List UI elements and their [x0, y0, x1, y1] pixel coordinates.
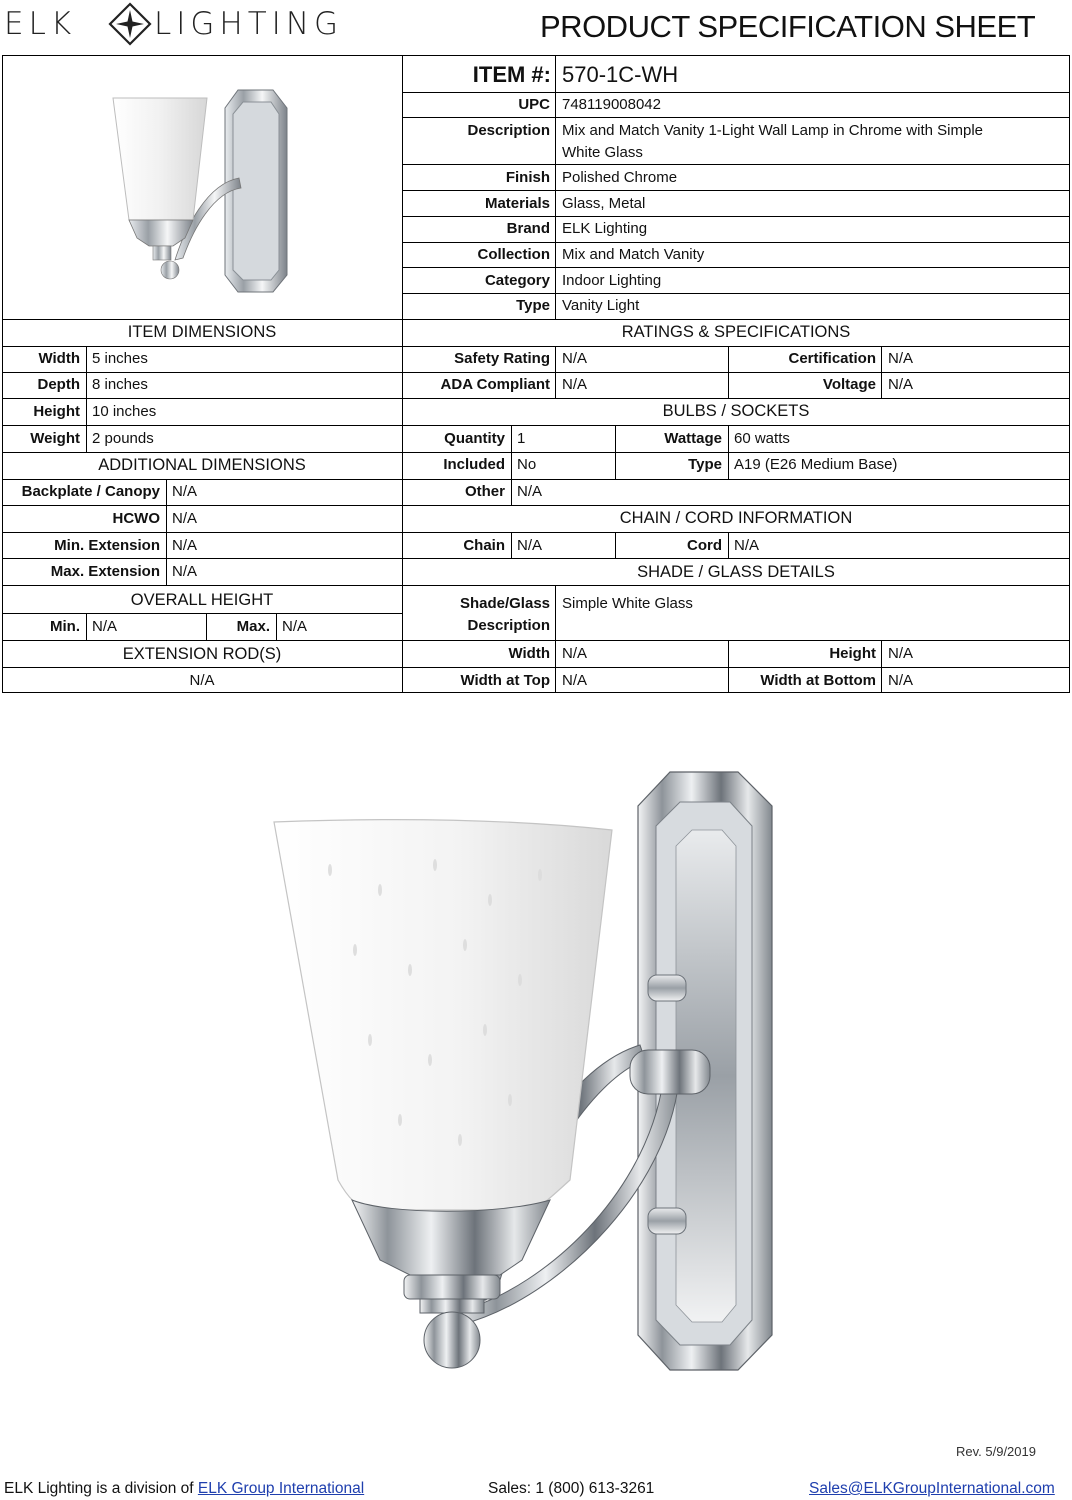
voltage-value: N/A — [888, 376, 914, 393]
additional-dimensions-title: ADDITIONAL DIMENSIONS — [98, 456, 306, 474]
brand-logo — [4, 6, 404, 42]
chain-value: N/A — [517, 537, 543, 554]
product-image-large — [260, 760, 800, 1400]
upc-value: 748119008042 — [562, 96, 661, 113]
brand-value: ELK Lighting — [562, 220, 648, 237]
shade-height-value: N/A — [888, 645, 914, 662]
hcwo-value: N/A — [172, 510, 198, 527]
other-label: Other — [464, 483, 505, 500]
depth-value: 8 inches — [92, 376, 148, 393]
height-label: Height — [33, 403, 80, 420]
shade-desc-value: Simple White Glass — [562, 595, 693, 612]
backplate-label: Backplate / Canopy — [21, 483, 160, 500]
description-value-line2: White Glass — [562, 144, 643, 161]
chain-cord-title: CHAIN / CORD INFORMATION — [619, 509, 853, 527]
brand-logo-left: ELK — [4, 6, 77, 42]
backplate-value: N/A — [172, 483, 198, 500]
bulb-type-value: A19 (E26 Medium Base) — [734, 456, 898, 473]
star-diamond-icon — [108, 2, 152, 46]
ratings-title: RATINGS & SPECIFICATIONS — [621, 323, 851, 341]
cord-value: N/A — [734, 537, 760, 554]
wattage-label: Wattage — [664, 430, 722, 447]
materials-label: Materials — [484, 195, 550, 212]
ada-compliant-value: N/A — [562, 376, 588, 393]
quantity-value: 1 — [517, 430, 526, 447]
type-label: Type — [516, 297, 550, 314]
sales-phone: Sales: 1 (800) 613-3261 — [488, 1480, 655, 1497]
shade-desc-label-line1: Shade/Glass — [459, 595, 550, 612]
item-number-label: ITEM #: — [472, 62, 551, 87]
min-extension-label: Min. Extension — [54, 537, 160, 554]
brand-logo-right: LIGHTING — [154, 6, 344, 42]
extension-rods-value: N/A — [189, 672, 215, 689]
included-value: No — [517, 456, 537, 473]
weight-label: Weight — [30, 430, 80, 447]
overall-min-label: Min. — [50, 618, 80, 635]
shade-height-label: Height — [829, 645, 876, 662]
product-thumbnail — [105, 80, 305, 300]
description-value-line1: Mix and Match Vanity 1-Light Wall Lamp in Chrome with Simple — [562, 122, 983, 139]
item-number-value: 570-1C-WH — [562, 62, 679, 87]
ada-compliant-label: ADA Compliant — [440, 376, 550, 393]
bulb-type-label: Type — [688, 456, 722, 473]
cord-label: Cord — [687, 537, 722, 554]
division-prefix: ELK Lighting is a division of — [4, 1480, 198, 1497]
type-value: Vanity Light — [562, 297, 640, 314]
finish-value: Polished Chrome — [562, 169, 678, 186]
collection-value: Mix and Match Vanity — [562, 246, 705, 263]
width-at-bottom-value: N/A — [888, 672, 914, 689]
quantity-label: Quantity — [444, 430, 505, 447]
overall-min-value: N/A — [92, 618, 118, 635]
collection-label: Collection — [477, 246, 550, 263]
certification-label: Certification — [788, 350, 876, 367]
certification-value: N/A — [888, 350, 914, 367]
safety-rating-value: N/A — [562, 350, 588, 367]
bulbs-title: BULBS / SOCKETS — [662, 402, 810, 420]
shade-glass-title: SHADE / GLASS DETAILS — [637, 563, 835, 581]
shade-width-label: Width — [508, 645, 550, 662]
sheet-title: PRODUCT SPECIFICATION SHEET — [540, 9, 1036, 44]
category-label: Category — [484, 272, 550, 289]
other-value: N/A — [517, 483, 543, 500]
included-label: Included — [443, 456, 505, 473]
overall-height-title: OVERALL HEIGHT — [130, 591, 274, 609]
min-extension-value: N/A — [172, 537, 198, 554]
upc-label: UPC — [518, 96, 550, 113]
sales-email-link[interactable]: Sales@ELKGroupInternational.com — [809, 1480, 1055, 1497]
brand-label: Brand — [506, 220, 550, 237]
shade-width-value: N/A — [562, 645, 588, 662]
overall-max-label: Max. — [236, 618, 270, 635]
height-value: 10 inches — [92, 403, 157, 420]
voltage-label: Voltage — [822, 376, 876, 393]
hcwo-label: HCWO — [112, 510, 160, 527]
revision-date: Rev. 5/9/2019 — [956, 1444, 1036, 1459]
shade-desc-label-line2: Description — [467, 617, 550, 634]
width-value: 5 inches — [92, 350, 148, 367]
chain-label: Chain — [463, 537, 505, 554]
group-website-link[interactable]: ELK Group International — [197, 1480, 365, 1497]
width-at-top-value: N/A — [562, 672, 588, 689]
category-value: Indoor Lighting — [562, 272, 662, 289]
materials-value: Glass, Metal — [562, 195, 646, 212]
description-label: Description — [467, 122, 550, 139]
division-note — [4, 1480, 364, 1498]
extension-rods-title: EXTENSION ROD(S) — [122, 645, 282, 663]
wattage-value: 60 watts — [734, 430, 790, 447]
overall-max-value: N/A — [282, 618, 308, 635]
safety-rating-label: Safety Rating — [454, 350, 550, 367]
width-at-top-label: Width at Top — [460, 672, 550, 689]
width-at-bottom-label: Width at Bottom — [760, 672, 876, 689]
finish-label: Finish — [505, 169, 550, 186]
item-dimensions-title: ITEM DIMENSIONS — [127, 323, 277, 341]
max-extension-value: N/A — [172, 563, 198, 580]
width-label: Width — [38, 350, 80, 367]
max-extension-label: Max. Extension — [50, 563, 160, 580]
weight-value: 2 pounds — [92, 430, 154, 447]
depth-label: Depth — [37, 376, 80, 393]
